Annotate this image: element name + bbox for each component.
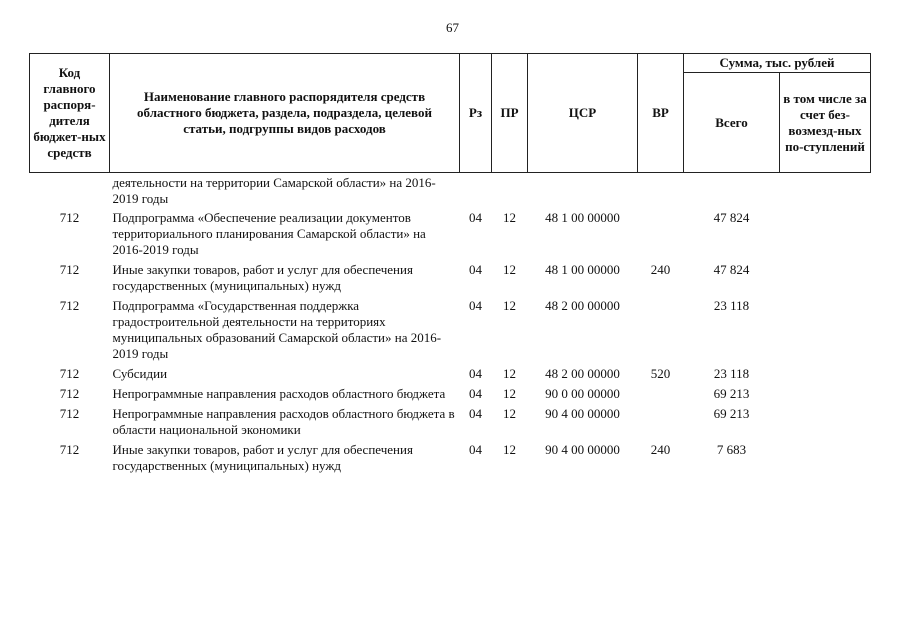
cell-rz: 04 — [469, 386, 482, 401]
header-pr: ПР — [492, 54, 528, 173]
cell-vr — [638, 403, 684, 439]
cell-name: Подпрограмма «Обеспечение реализации документов территориального планирования Самарской области» на 2016-2019 годы — [112, 210, 426, 257]
header-name: Наименование главного распорядителя средств областного бюджета, раздела, подраздела, целевой статьи, подгруппы видов расходов — [110, 54, 460, 173]
cell-name: Непрограммные направления расходов областного бюджета — [112, 386, 446, 401]
cell-total: 23 118 — [713, 298, 750, 313]
cell-vr — [638, 207, 684, 259]
table-row — [30, 383, 871, 403]
table-row — [30, 207, 871, 259]
cell-gratuitous — [780, 403, 871, 439]
cell-total: 7 683 — [716, 442, 747, 457]
cell-gratuitous — [780, 259, 871, 295]
cell-code: 712 — [59, 442, 80, 457]
cell-name: Иные закупки товаров, работ и услуг для обеспечения государственных (муниципальных) нужд — [112, 442, 413, 473]
cell-csr: 48 1 00 00000 — [545, 262, 620, 277]
header-sum: Сумма, тыс. рублей — [684, 54, 871, 73]
cell-code: 712 — [59, 298, 80, 313]
cell-pr: 12 — [503, 210, 516, 225]
table-body — [30, 173, 871, 476]
continuation-row — [30, 173, 871, 208]
cell-csr: 48 2 00 00000 — [545, 366, 620, 381]
continuation-name: деятельности на территории Самарской области» на 2016-2019 годы — [112, 175, 436, 206]
cell-csr: 48 2 00 00000 — [545, 298, 620, 313]
cell-pr: 12 — [503, 406, 516, 421]
cell-rz: 04 — [469, 210, 482, 225]
cell-total: 47 824 — [713, 210, 750, 225]
cell-rz: 04 — [469, 442, 482, 457]
cell-code: 712 — [59, 386, 80, 401]
cell-name: Субсидии — [112, 366, 168, 381]
table-row — [30, 403, 871, 439]
cell-rz: 04 — [469, 262, 482, 277]
cell-pr: 12 — [503, 386, 516, 401]
cell-csr: 48 1 00 00000 — [545, 210, 620, 225]
cell-csr: 90 4 00 00000 — [545, 406, 620, 421]
cell-code: 712 — [59, 406, 80, 421]
cell-total: 23 118 — [713, 366, 750, 381]
cell-gratuitous — [780, 363, 871, 383]
cell-csr: 90 4 00 00000 — [545, 442, 620, 457]
cell-vr: 240 — [650, 262, 671, 277]
cell-total: 69 213 — [713, 406, 750, 421]
cell-gratuitous — [780, 383, 871, 403]
cell-code: 712 — [59, 262, 80, 277]
table-header — [30, 54, 871, 173]
header-rz: Рз — [460, 54, 492, 173]
cell-gratuitous — [780, 295, 871, 363]
cell-vr — [638, 295, 684, 363]
cell-total: 69 213 — [713, 386, 750, 401]
table-row — [30, 363, 871, 383]
cell-gratuitous — [780, 439, 871, 475]
cell-name: Иные закупки товаров, работ и услуг для обеспечения государственных (муниципальных) нужд — [112, 262, 413, 293]
budget-table — [29, 53, 871, 475]
page-number: 67 — [446, 20, 459, 35]
cell-name: Подпрограмма «Государственная поддержка градостроительной деятельности на территориях муниципальных образований Самарской области» на 2016-2019 годы — [112, 298, 442, 361]
cell-rz: 04 — [469, 298, 482, 313]
cell-pr: 12 — [503, 366, 516, 381]
cell-csr: 90 0 00 00000 — [545, 386, 620, 401]
cell-vr — [638, 383, 684, 403]
header-code: Код главного распоря-дителя бюджет-ных средств — [30, 54, 110, 173]
cell-vr: 240 — [650, 442, 671, 457]
header-csr: ЦСР — [528, 54, 638, 173]
header-vr: ВР — [638, 54, 684, 173]
cell-rz: 04 — [469, 366, 482, 381]
table-row — [30, 439, 871, 475]
cell-code: 712 — [59, 366, 80, 381]
cell-pr: 12 — [503, 442, 516, 457]
cell-rz: 04 — [469, 406, 482, 421]
cell-vr: 520 — [650, 366, 671, 381]
table-row — [30, 259, 871, 295]
table-row — [30, 295, 871, 363]
cell-name: Непрограммные направления расходов областного бюджета в области национальной экономики — [112, 406, 455, 437]
header-gratuitous: в том числе за счет без-возмезд-ных по-ступлений — [780, 73, 871, 173]
cell-total: 47 824 — [713, 262, 750, 277]
cell-pr: 12 — [503, 262, 516, 277]
cell-pr: 12 — [503, 298, 516, 313]
cell-code: 712 — [59, 210, 80, 225]
header-total: Всего — [684, 73, 780, 173]
cell-gratuitous — [780, 207, 871, 259]
